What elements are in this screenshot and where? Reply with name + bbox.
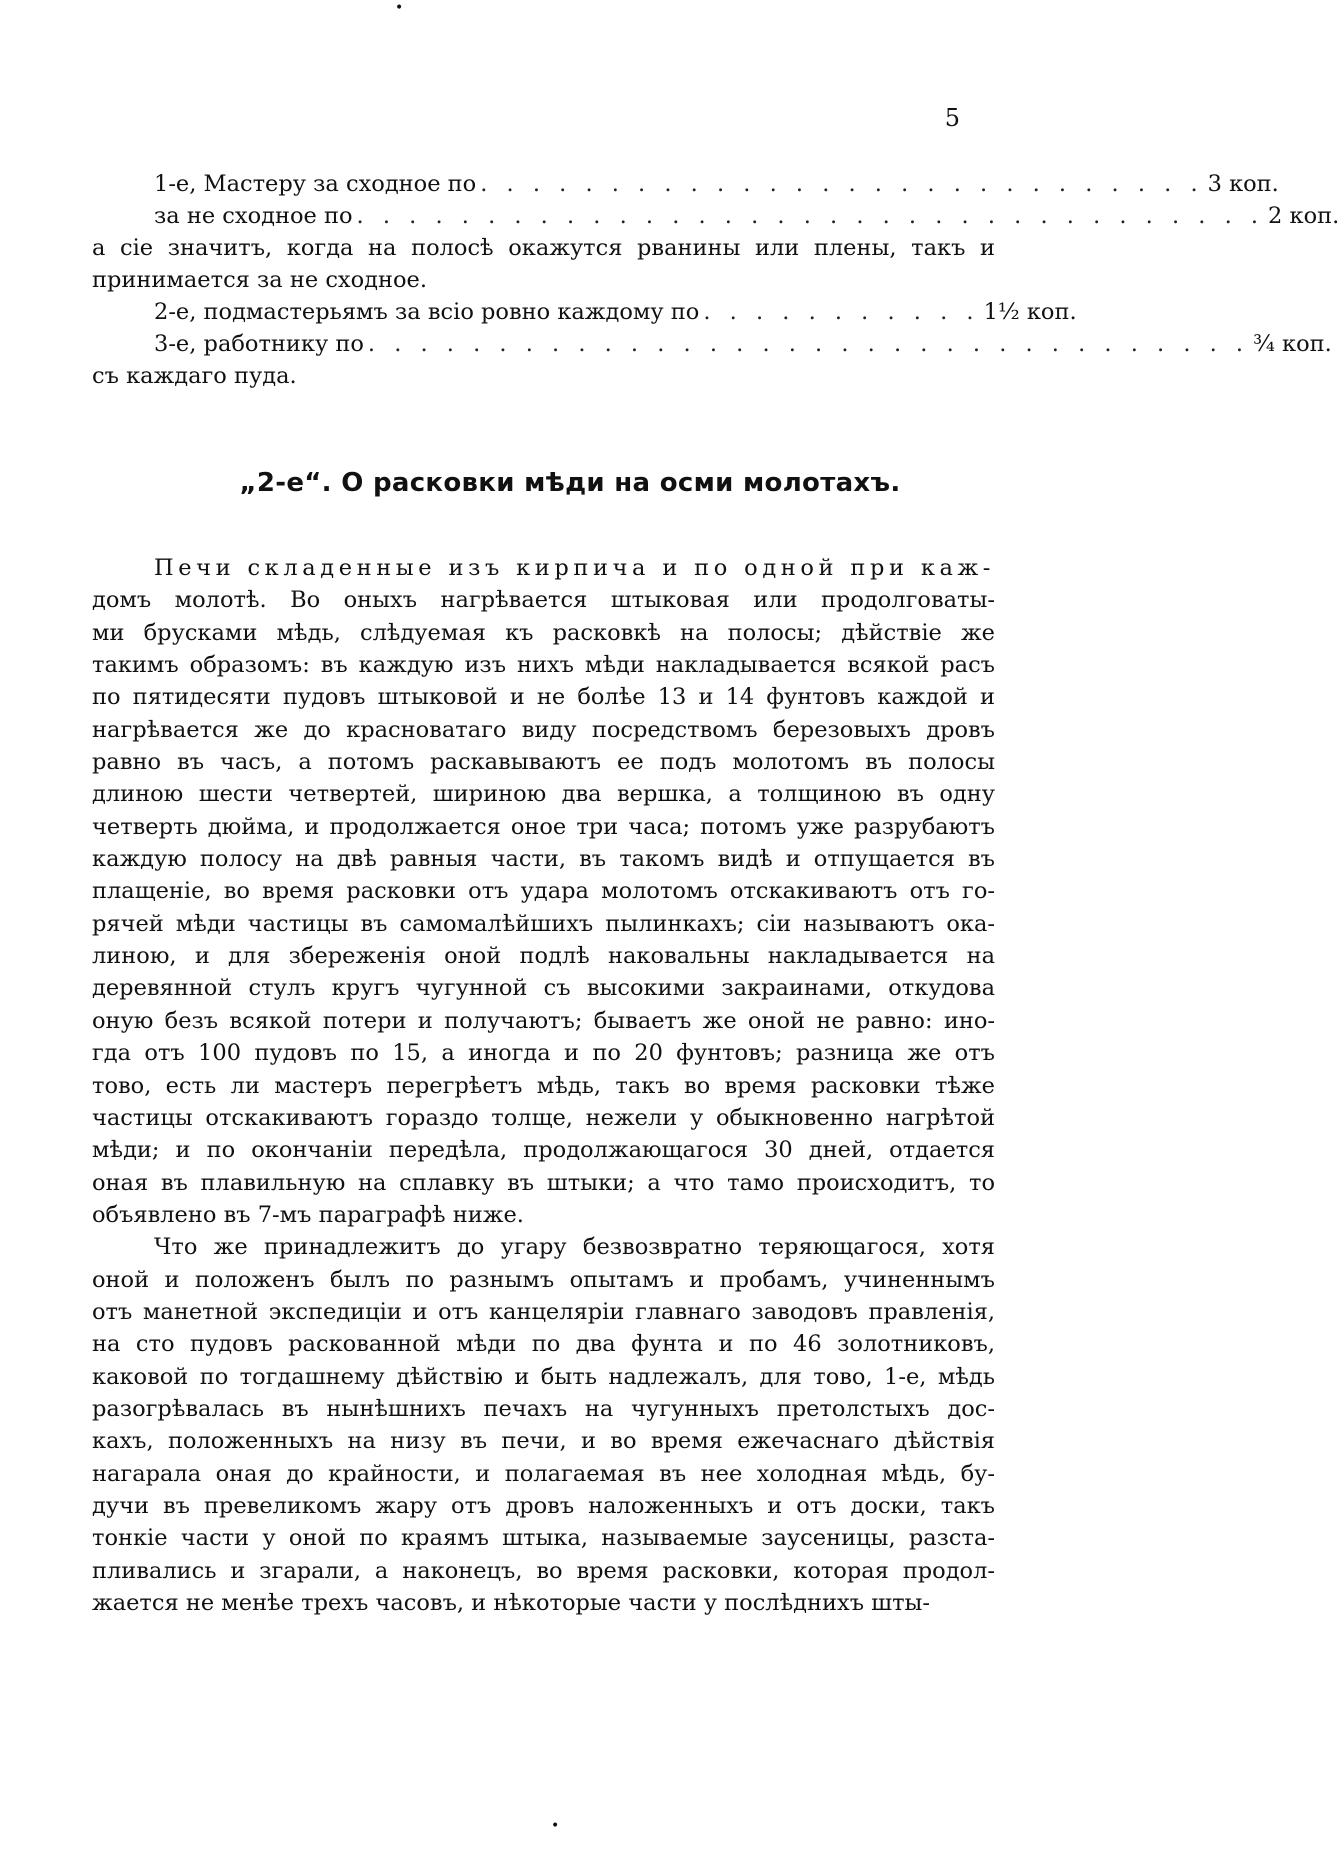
payment-line-worker <box>92 328 1332 360</box>
text-line: по пятидесяти пудовъ штыковой и не болѣе 13 и 14 фунтовъ каждой и <box>92 684 995 711</box>
text-line: каждую полосу на двѣ равныя части, въ такомъ видѣ и отпущается въ <box>92 846 995 873</box>
text-line: пливались и згарали, а наконецъ, во время расковки, которая продол- <box>92 1557 995 1584</box>
scan-mark-top: • <box>395 0 404 16</box>
text-line: четверть дюйма, и продолжается оное три часа; потомъ уже разрубаютъ <box>92 813 995 840</box>
text-line: разогрѣвалась въ нынѣшнихъ печахъ на чугунныхъ претолстыхъ дос- <box>92 1395 995 1422</box>
text-line: частицы отскакиваютъ гораздо толще, нежели у обыкновенно нагрѣтой <box>92 1104 995 1131</box>
body-text <box>92 552 995 1619</box>
note-line: принимается за не сходное. <box>92 267 428 293</box>
text-line: плащеніе, во время расковки отъ удара молотомъ отскакиваютъ отъ го- <box>92 878 995 905</box>
payment-line-master <box>92 168 1279 200</box>
text-line: нагарала оная до крайности, и полагаемая въ нее холодная мѣдь, бу- <box>92 1460 995 1487</box>
text-line: Что же принадлежитъ до угару безвозвратно теряющагося, хотя <box>154 1234 995 1261</box>
leader-dots: . . . . . . . . . . . . . . . . . . . . . . . . . . . . . . . . . . <box>367 331 1250 357</box>
text-line: нагрѣвается же до красноватаго виду посредствомъ березовыхъ дровъ <box>92 716 995 743</box>
text-line: деревянной стулъ кругъ чугунной съ высокими закраинами, откудова <box>92 975 995 1002</box>
text-line: кахъ, положенныхъ на низу въ печи, и во время ежечаснаго дѣйствія <box>92 1428 995 1455</box>
text-line: оной и положенъ былъ по разнымъ опытамъ и пробамъ, учиненнымъ <box>92 1266 995 1293</box>
leader-dots: . . . . . . . . . . . . . . . . . . . . . . . . . . . . . . . . . . . <box>356 203 1265 229</box>
scan-mark-bottom: • <box>551 1818 560 1834</box>
payment-amount: 2 коп. <box>1268 203 1339 229</box>
text-line: гда отъ 100 пудовъ по 15, а иногда и по 20 фунтовъ; разница же отъ <box>92 1040 995 1067</box>
leader-dots: . . . . . . . . . . . <box>703 299 980 325</box>
text-line: тонкіе части у оной по краямъ штыка, называемые заусеницы, разста- <box>92 1525 995 1552</box>
section-heading: „2-е“. О расковки мѣди на осми молотахъ. <box>239 468 901 498</box>
paragraph-burn-loss <box>92 1231 995 1619</box>
paragraph-forging <box>92 552 995 1231</box>
text-line: жается не менѣе трехъ часовъ, и нѣкоторые части у послѣднихъ шты- <box>92 1590 931 1616</box>
text-line: такимъ образомъ: въ каждую изъ нихъ мѣди накладывается всякой расъ <box>92 652 995 679</box>
note-line: а сіе значитъ, когда на полосѣ окажутся рванины или плены, такъ и <box>92 235 995 261</box>
text-line: ми брусками мѣдь, слѣдуемая къ расковкѣ на полосы; дѣйствіе же <box>92 619 995 646</box>
text-line: линою, и для збереженія оной подлѣ наковальны накладывается на <box>92 943 995 970</box>
payment-label: 3-е, работнику по <box>154 331 364 357</box>
payment-label: за не сходное по <box>154 203 353 229</box>
payment-label: 1-е, Мастеру за сходное по <box>154 171 477 197</box>
text-line: отъ манетной экспедиціи и отъ канцеляріи главнаго заводовъ правленія, <box>92 1298 995 1325</box>
text-line: каковой по тогдашнему дѣйствію и быть надлежалъ, для тово, 1-е, мѣдь <box>92 1363 995 1390</box>
text-line: длиною шести четвертей, шириною два вершка, а толщиною въ одну <box>92 781 995 808</box>
text-line: оная въ плавильную на сплавку въ штыки; а что тамо происходитъ, то <box>92 1169 995 1196</box>
page-number: 5 <box>944 104 960 132</box>
per-pood-line: съ каждаго пуда. <box>92 363 297 389</box>
text-line: мѣди; и по окончаніи передѣла, продолжающагося 30 дней, отдается <box>92 1137 995 1164</box>
payment-line-noncompliant <box>92 200 1339 232</box>
payment-amount: 1½ коп. <box>983 299 1077 325</box>
payment-amount: 3 коп. <box>1207 171 1279 197</box>
text-line: оную безъ всякой потери и получаютъ; бываетъ же оной не равно: ино- <box>92 1007 995 1034</box>
payment-label: 2-е, подмастерьямъ за всіо ровно каждому по <box>154 299 700 325</box>
payment-line-assistants <box>92 296 1077 328</box>
text-line: Печи складенные изъ кирпича и по одной при каж- <box>154 555 995 581</box>
text-line: домъ молотѣ. Во оныхъ нагрѣвается штыковая или продолговаты- <box>92 587 995 614</box>
text-line: объявлено въ 7-мъ параграфѣ ниже. <box>92 1201 524 1228</box>
text-line: тово, есть ли мастеръ перегрѣетъ мѣдь, такъ во время расковки тѣже <box>92 1072 995 1099</box>
text-line: равно въ часъ, а потомъ раскавываютъ ее подъ молотомъ въ полосы <box>92 749 995 776</box>
text-line: на сто пудовъ раскованной мѣди по два фунта и по 46 золотниковъ, <box>92 1331 995 1358</box>
text-line: рячей мѣди частицы въ самомалѣйшихъ пылинкахъ; сіи называютъ ока- <box>92 910 995 937</box>
text-line: дучи въ превеликомъ жару отъ дровъ наложенныхъ и отъ доски, такъ <box>92 1492 995 1519</box>
payment-amount: ¾ коп. <box>1253 331 1332 357</box>
leader-dots: . . . . . . . . . . . . . . . . . . . . . . . . . . . . <box>480 171 1204 197</box>
